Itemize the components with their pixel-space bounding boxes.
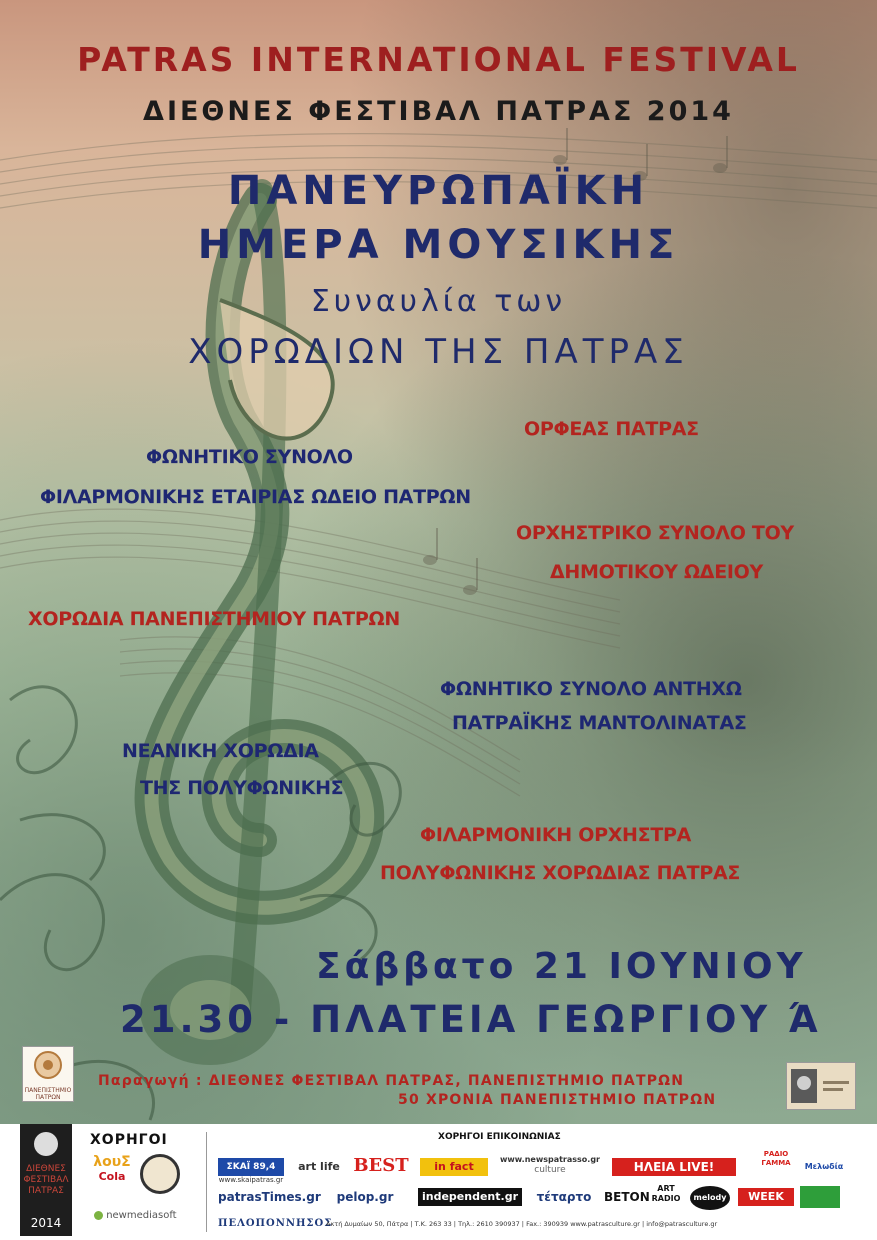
media-patrastimes: patrasTimes.gr bbox=[218, 1190, 321, 1204]
event-time-place: 21.30 - ΠΛΑΤΕΙΑ ΓΕΩΡΓΙΟΥ Ά bbox=[120, 998, 822, 1041]
event-date: Σάββατο 21 ΙΟΥΝΙΟΥ bbox=[316, 946, 807, 987]
media-infact: in fact bbox=[420, 1158, 488, 1176]
festival-logo bbox=[20, 1124, 72, 1236]
media-tetarto: τέταρτο bbox=[536, 1190, 592, 1204]
sponsor-newmediasoft bbox=[94, 1210, 177, 1221]
performer-antixo-line1: ΦΩΝΗΤΙΚΟ ΣΥΝΟΛΟ ΑΝΤΗΧΩ bbox=[440, 678, 742, 700]
media-artlife: art life bbox=[298, 1160, 340, 1173]
performer-filarmoniki-line1: ΦΙΛΑΡΜΟΝΙΚΗ ΟΡΧΗΣΤΡΑ bbox=[420, 824, 692, 846]
media-week: WEEK bbox=[738, 1188, 794, 1206]
performer-antixo-line2: ΠΑΤΡΑΪΚΗΣ ΜΑΝΤΟΛΙΝΑΤΑΣ bbox=[452, 712, 747, 734]
media-sponsors-label: ΧΟΡΗΓΟΙ ΕΠΙΚΟΙΝΩΝΙΑΣ bbox=[438, 1132, 561, 1142]
performer-filarmoniki-line2: ΠΟΛΥΦΩΝΙΚΗΣ ΧΟΡΩΔΙΑΣ ΠΑΤΡΑΣ bbox=[380, 862, 741, 884]
media-melody: melody bbox=[690, 1186, 730, 1210]
performer-neaniki-line2: ΤΗΣ ΠΟΛΥΦΩΝΙΚΗΣ bbox=[140, 777, 344, 799]
media-culture-text: culture bbox=[534, 1165, 566, 1175]
media-best: BEST bbox=[353, 1155, 409, 1176]
performer-chorodia-panepistimiou: ΧΟΡΩΔΙΑ ΠΑΝΕΠΙΣΤΗΜΙΟΥ ΠΑΤΡΩΝ bbox=[28, 608, 400, 630]
media-skai-logo: ΣΚΑΪ 89,4 bbox=[218, 1158, 284, 1176]
sponsors-footer bbox=[0, 1124, 877, 1240]
newmediasoft-text: newmediasoft bbox=[106, 1210, 177, 1221]
performer-orfeas: ΟΡΦΕΑΣ ΠΑΤΡΑΣ bbox=[524, 418, 699, 440]
media-melodia: Μελωδία bbox=[804, 1162, 844, 1171]
event-title-line4: ΧΟΡΩΔΙΩΝ ΤΗΣ ΠΑΤΡΑΣ bbox=[188, 332, 689, 372]
festival-title-english: PATRAS INTERNATIONAL FESTIVAL bbox=[77, 40, 800, 79]
performer-orchistriko-line2: ΔΗΜΟΤΙΚΟΥ ΩΔΕΙΟΥ bbox=[550, 561, 763, 583]
university-logo bbox=[22, 1046, 74, 1102]
media-peloponnisos: ΠΕΛΟΠΟΝΝΗΣΟΣ bbox=[218, 1218, 333, 1229]
media-green-logo bbox=[800, 1186, 840, 1208]
media-radio-gamma: ΡΑΔΙΟ ΓΑΜΜΑ bbox=[761, 1150, 791, 1167]
performer-foniko-synolo-line1: ΦΩΝΗΤΙΚΟ ΣΥΝΟΛΟ bbox=[146, 446, 353, 468]
media-pelop: pelop.gr bbox=[336, 1190, 394, 1204]
production-line2: 50 ΧΡΟΝΙΑ ΠΑΝΕΠΙΣΤΗΜΙΟ ΠΑΤΡΩΝ bbox=[398, 1092, 717, 1108]
sponsor-round-logo bbox=[140, 1154, 180, 1194]
newmediasoft-icon bbox=[94, 1211, 103, 1220]
production-line1: Παραγωγή : ΔΙΕΘΝΕΣ ΦΕΣΤΙΒΑΛ ΠΑΤΡΑΣ, ΠΑΝΕΠΙΣΤΗΜΙΟ ΠΑΤΡΩΝ bbox=[98, 1073, 685, 1089]
festival-logo-year: 2014 bbox=[30, 1216, 62, 1230]
anniversary-logo bbox=[786, 1062, 856, 1110]
sponsors-label: ΧΟΡΗΓΟΙ bbox=[90, 1132, 168, 1148]
media-newspatrasso bbox=[496, 1154, 604, 1176]
media-newspatrasso-text: www.newspatrasso.gr bbox=[500, 1155, 600, 1164]
sponsor-loues-text: λουΣ bbox=[93, 1154, 131, 1170]
media-skai bbox=[218, 1158, 284, 1185]
performer-neaniki-line1: ΝΕΑΝΙΚΗ ΧΟΡΩΔΙΑ bbox=[122, 740, 319, 762]
media-independent: independent.gr bbox=[418, 1188, 522, 1206]
festival-title-greek: ΔΙΕΘΝΕΣ ΦΕΣΤΙΒΑΛ ΠΑΤΡΑΣ 2014 bbox=[143, 96, 734, 127]
contact-address: Ακτή Δυμαίων 50, Πάτρα | Τ.Κ. 263 33 | Τηλ.: 2610 390937 | Fax.: 390939 www.patrasculture.gr | info@patrasculture.gr bbox=[326, 1220, 718, 1228]
media-ileia-live: ΗΛΕΙΑ LIVE! bbox=[612, 1158, 736, 1176]
event-title-line2: ΗΜΕΡΑ ΜΟΥΣΙΚΗΣ bbox=[197, 222, 680, 268]
event-title-line1: ΠΑΝΕΥΡΩΠΑΪΚΗ bbox=[227, 168, 650, 214]
footer-divider bbox=[206, 1132, 207, 1232]
media-artradio: ART RADIO bbox=[651, 1184, 681, 1203]
media-skai-url: www.skaipatras.gr bbox=[218, 1176, 284, 1184]
event-subtitle: Συναυλία των bbox=[310, 284, 567, 319]
festival-logo-icon bbox=[34, 1132, 58, 1156]
performer-orchistriko-line1: ΟΡΧΗΣΤΡΙΚΟ ΣΥΝΟΛΟ ΤΟΥ bbox=[516, 522, 794, 544]
sponsor-loues-logo bbox=[92, 1154, 132, 1190]
university-emblem-icon bbox=[23, 1047, 73, 1083]
performer-foniko-synolo-line2: ΦΙΛΑΡΜΟΝΙΚΗΣ ΕΤΑΙΡΙΑΣ ΩΔΕΙΟ ΠΑΤΡΩΝ bbox=[40, 486, 471, 508]
sponsor-cola-text: Cola bbox=[98, 1170, 126, 1183]
university-logo-text: ΠΑΝΕΠΙΣΤΗΜΙΟ ΠΑΤΡΩΝ bbox=[24, 1087, 72, 1101]
media-beton: BETON bbox=[604, 1190, 650, 1204]
festival-logo-text: ΔΙΕΘΝΕΣ ΦΕΣΤΙΒΑΛ ΠΑΤΡΑΣ bbox=[23, 1164, 69, 1196]
anniversary-photo-icon bbox=[787, 1063, 855, 1109]
